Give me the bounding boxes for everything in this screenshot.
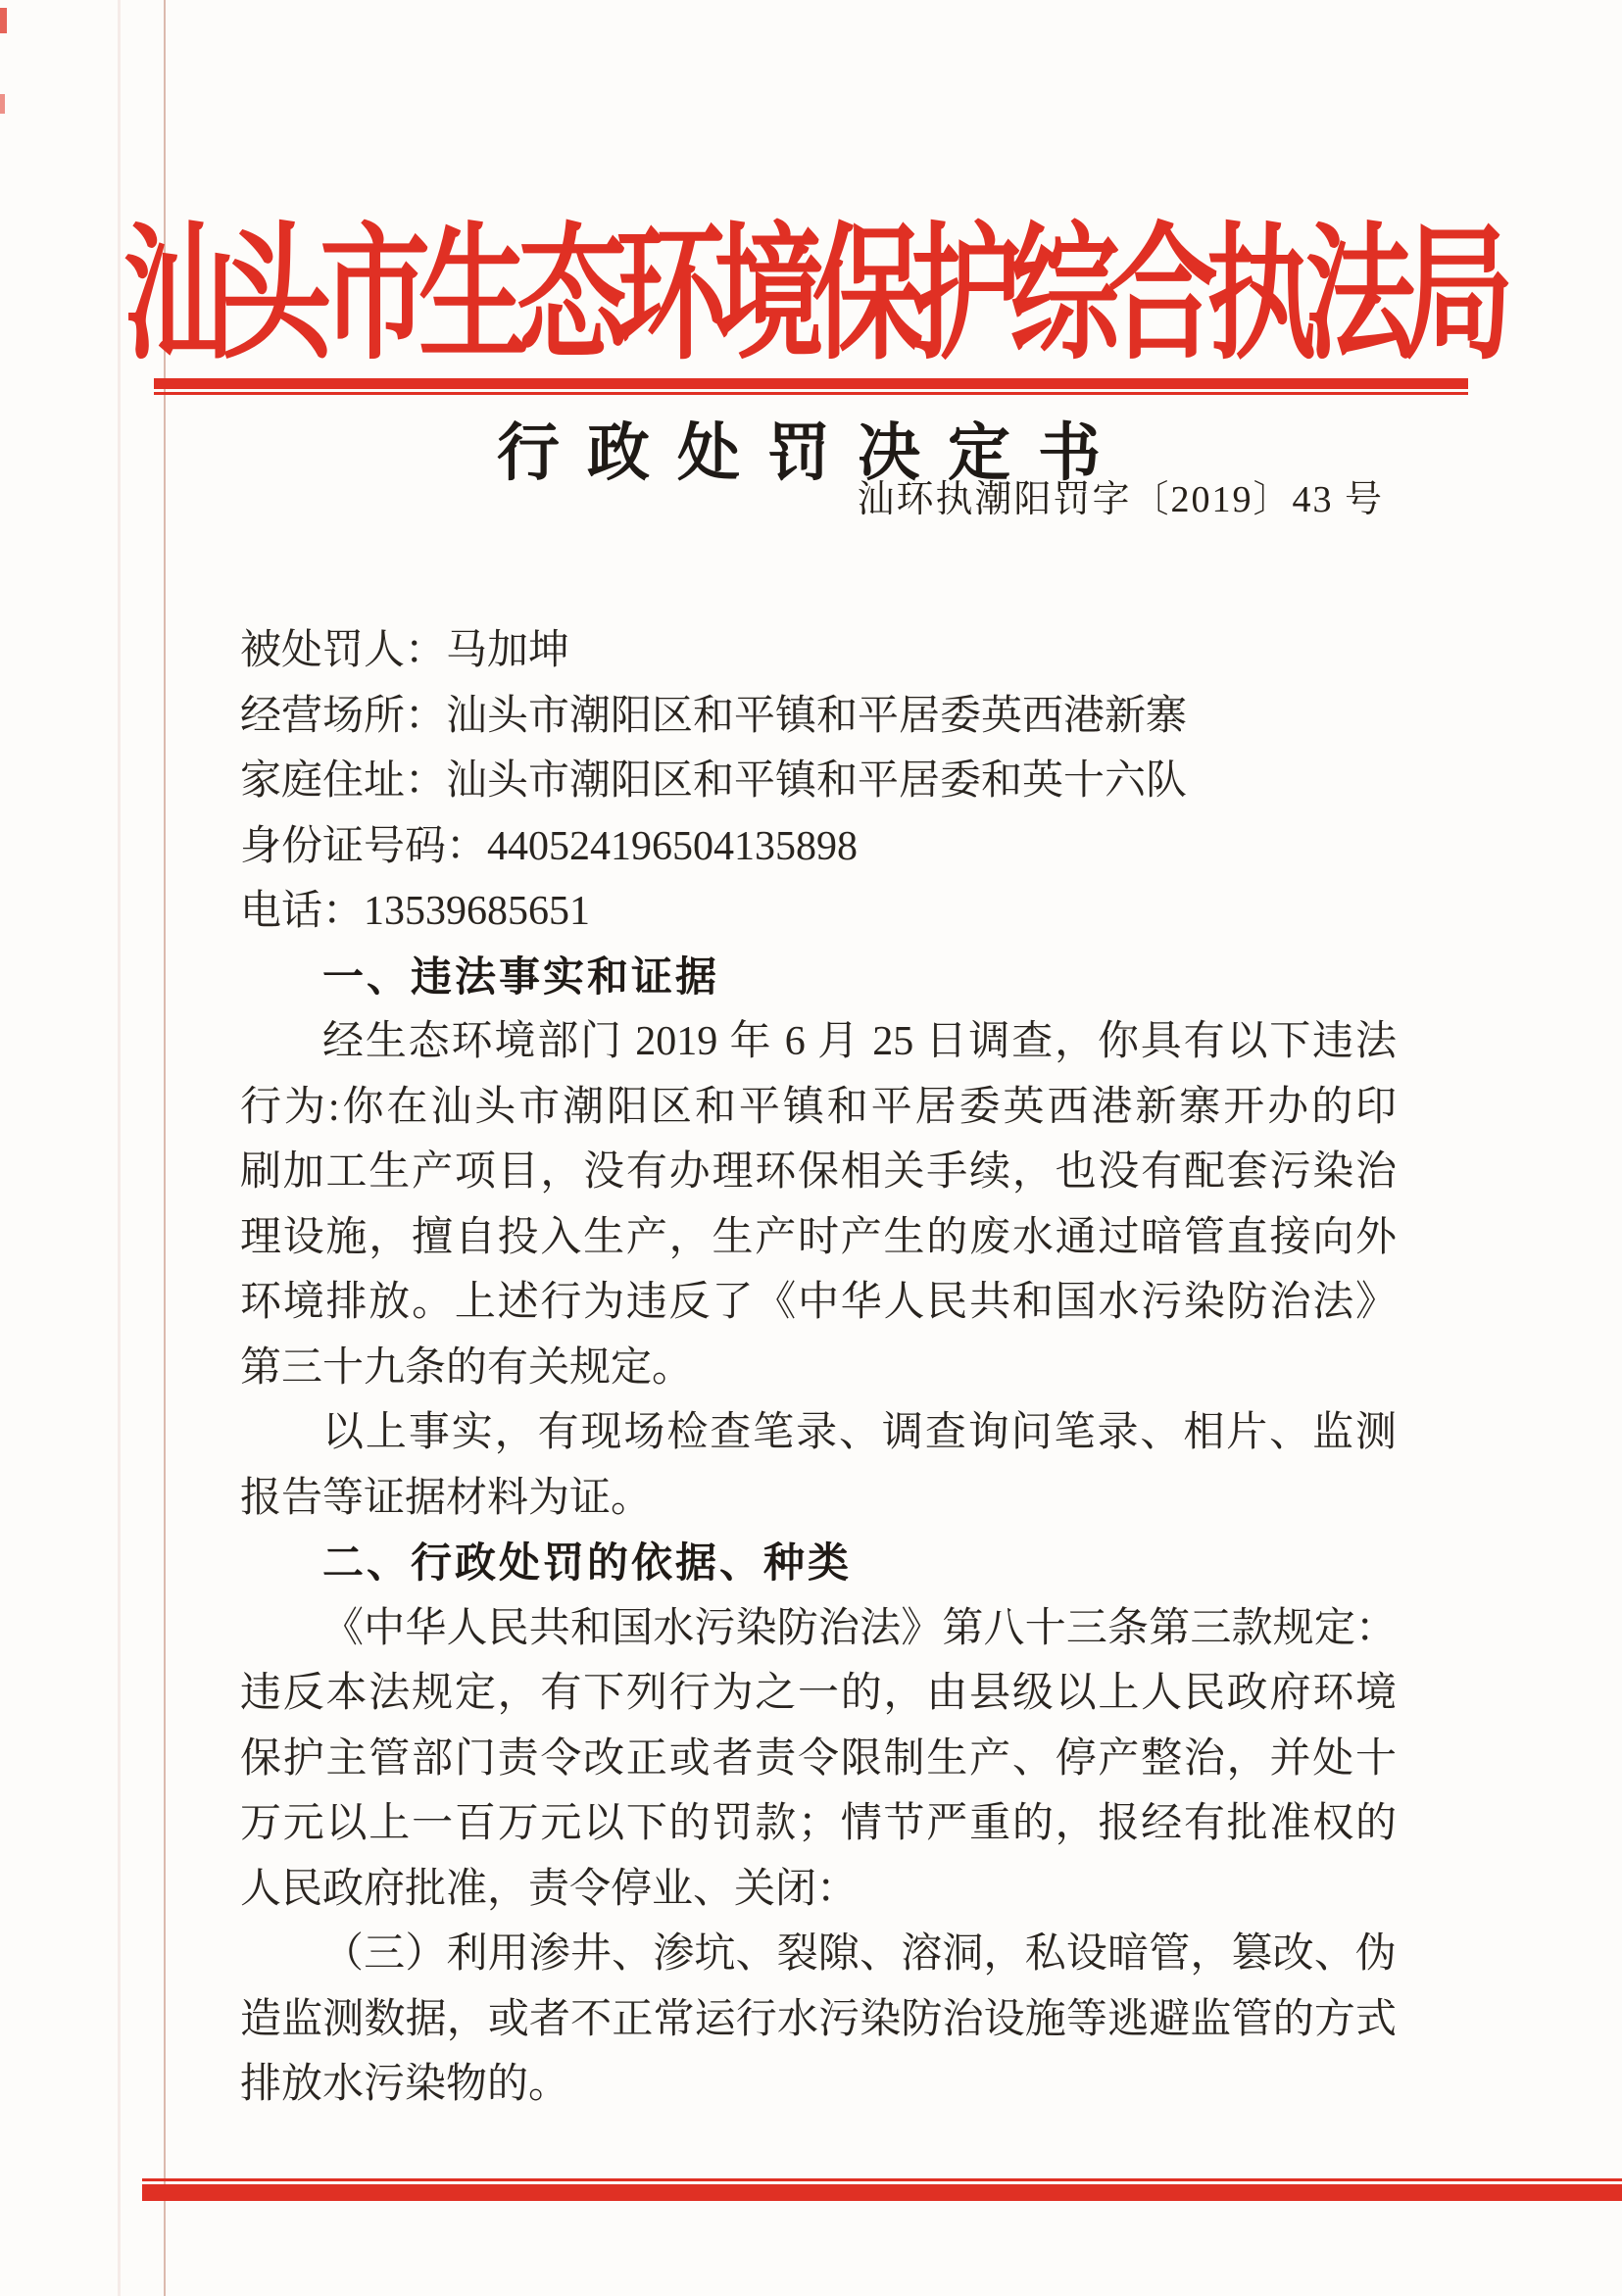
document-line: 家庭住址：汕头市潮阳区和平镇和平居委和英十六队 [240, 758, 1188, 804]
document-line: 电话：13539685651 [240, 889, 591, 934]
letterhead-rule-thin [154, 392, 1468, 395]
document-body [240, 618, 1397, 2118]
document-line: 环境排放。上述行为违反了《中华人民共和国水污染防治法》 [240, 1280, 1397, 1325]
document-line: 第三十九条的有关规定。 [240, 1344, 694, 1391]
document-line: 一、违法事实和证据 [322, 953, 720, 1000]
scan-artifact-edge-mark [0, 8, 7, 33]
letterhead-rule-thick [154, 378, 1468, 389]
document-line: 经营场所：汕头市潮阳区和平镇和平居委英西港新寨 [240, 693, 1188, 739]
document-line: 刷加工生产项目，没有办理环保相关手续，也没有配套污染治 [240, 1149, 1397, 1195]
document-line: 保护主管部门责令改正或者责令限制生产、停产整治，并处十 [240, 1735, 1397, 1782]
document-line: 《中华人民共和国水污染防治法》第八十三条第三款规定： [322, 1605, 1397, 1651]
document-line: 经生态环境部门 2019 年 6 月 25 日调查，你具有以下违法 [322, 1019, 1397, 1064]
scan-artifact-faint-line [118, 0, 121, 2296]
document-line: 报告等证据材料为证。 [240, 1475, 653, 1521]
scan-artifact-edge-mark [0, 94, 5, 114]
document-line: 行为:你在汕头市潮阳区和平镇和平居委英西港新寨开办的印 [240, 1084, 1397, 1130]
document-line: 理设施，擅自投入生产，生产时产生的废水通过暗管直接向外 [240, 1214, 1397, 1260]
footer-rule-thin [142, 2178, 1622, 2181]
document-line: 人民政府批准，责令停业、关闭： [240, 1866, 859, 1912]
document-line: 违反本法规定，有下列行为之一的，由县级以上人民政府环境 [240, 1671, 1397, 1716]
document-number: 汕环执潮阳罚字〔2019〕43 号 [857, 479, 1384, 520]
document-title: 行政处罚决定书 [497, 418, 1128, 488]
document-line: 万元以上一百万元以下的罚款；情节严重的，报经有批准权的 [240, 1801, 1397, 1846]
footer-rule-thick [142, 2184, 1622, 2201]
document-line: （三）利用渗井、渗坑、裂隙、溶洞，私设暗管，篡改、伪 [322, 1931, 1397, 1977]
document-line: 身份证号码：440524196504135898 [240, 823, 859, 869]
agency-letterhead: 汕头市生态环境保护综合执法局 [123, 215, 1502, 377]
document-line: 排放水污染物的。 [240, 2062, 570, 2107]
document-line: 以上事实，有现场检查笔录、调查询问笔录、相片、监测 [322, 1410, 1397, 1455]
document-line: 造监测数据，或者不正常运行水污染防治设施等逃避监管的方式 [240, 1996, 1397, 2042]
document-line: 二、行政处罚的依据、种类 [322, 1539, 853, 1586]
document-line: 被处罚人：马加坤 [240, 628, 570, 673]
